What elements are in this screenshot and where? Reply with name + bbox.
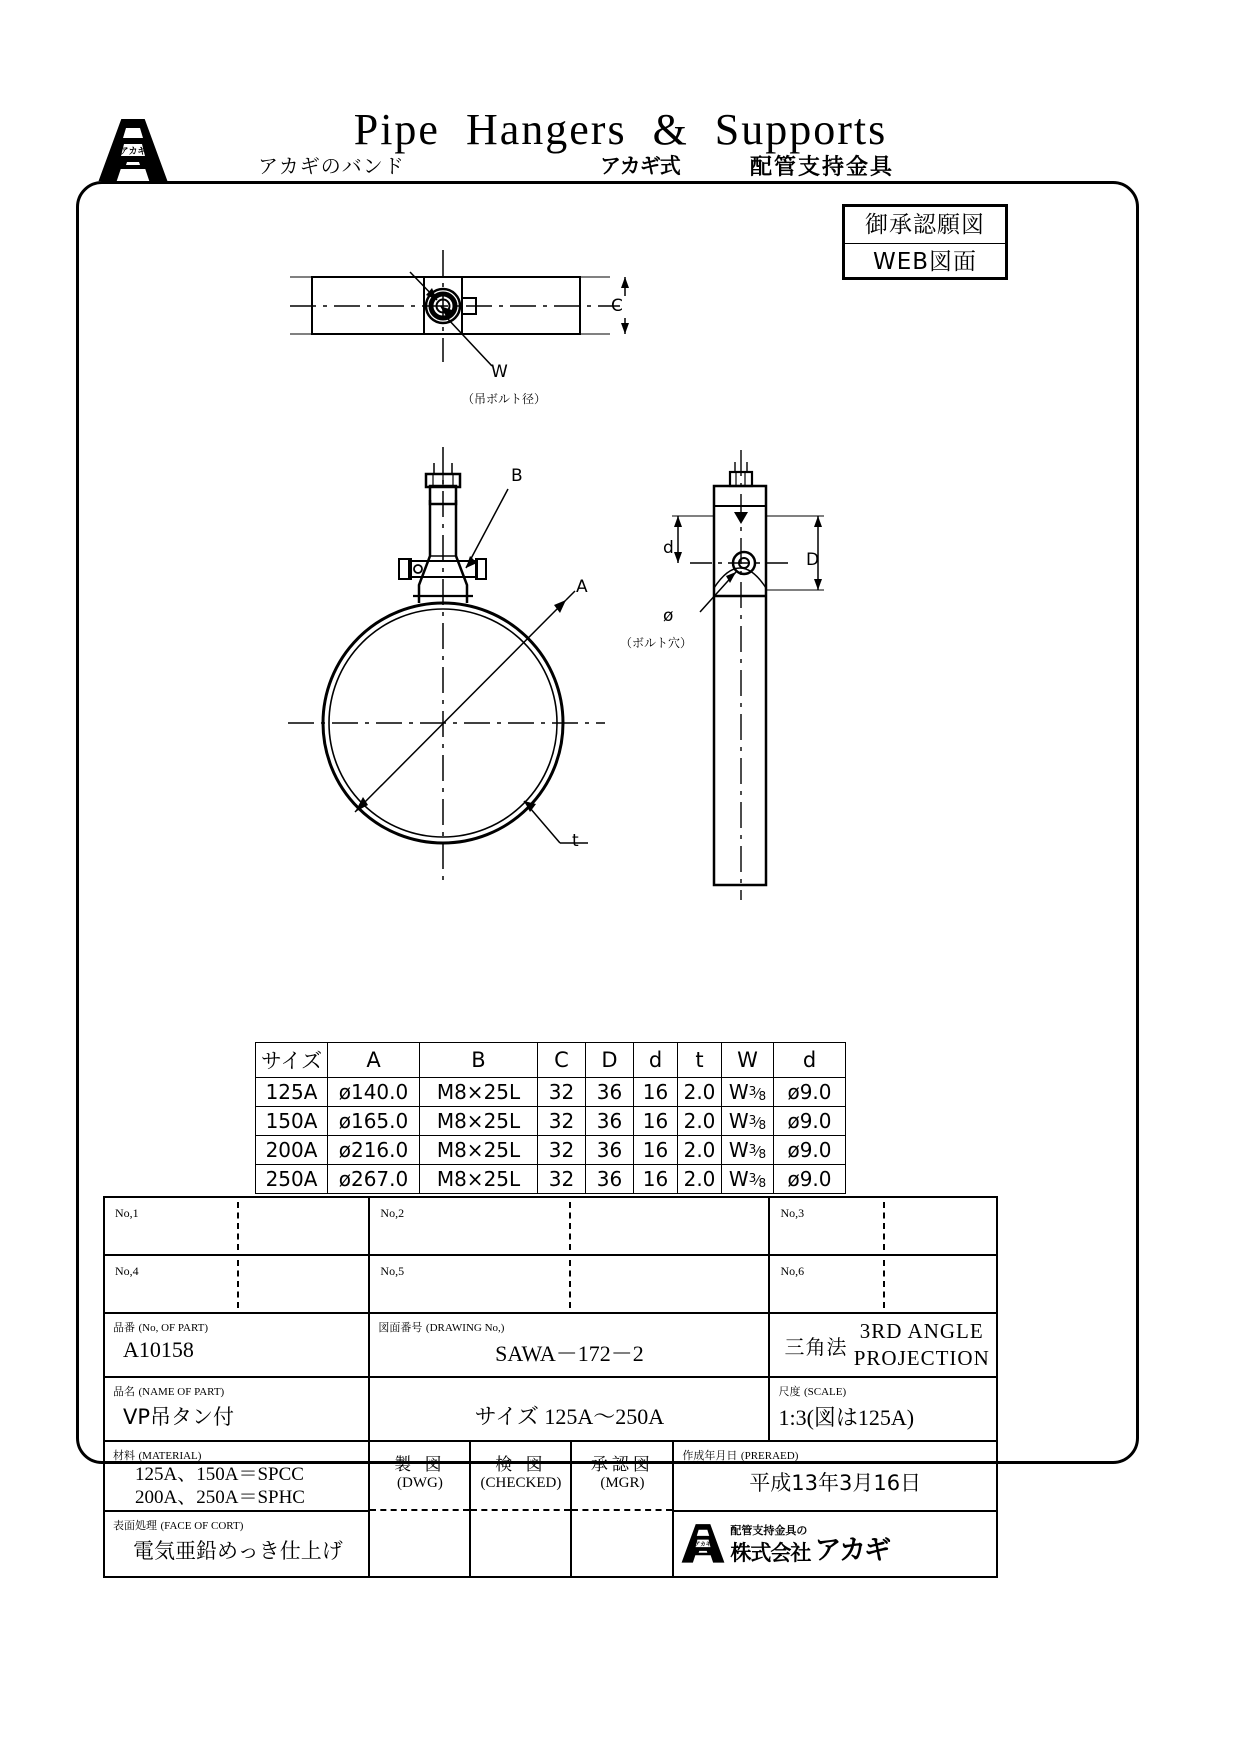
surface-treatment-caption-en: (FACE OF CORT): [160, 1520, 244, 1532]
revision-label-no4: No,4: [115, 1264, 139, 1278]
spec-cell-dim-t: 2.0: [678, 1078, 722, 1107]
spec-cell-dim-d-hole: ø9.0: [774, 1136, 846, 1165]
spec-cell-dim-a: ø140.0: [328, 1078, 420, 1107]
material-line-1: 125A、150A＝SPCC: [135, 1464, 304, 1485]
part-no-caption-en: (No, OF PART): [138, 1322, 209, 1334]
spec-table-row: [256, 1136, 846, 1165]
revision-divider: [569, 1202, 571, 1250]
revision-label-no6: No,6: [780, 1264, 805, 1278]
spec-header-t: t: [678, 1043, 722, 1078]
header-subtitle-right: 配管支持金具: [750, 155, 895, 180]
material-cell: [104, 1441, 369, 1511]
spec-header-c: C: [538, 1043, 586, 1078]
spec-header-a: A: [328, 1043, 420, 1078]
created-date-caption: [674, 1442, 996, 1463]
scale-caption: [770, 1378, 996, 1399]
spec-cell-dim-d-cap: 36: [586, 1107, 634, 1136]
surface-treatment-value: 電気亜鉛めっき仕上げ: [133, 1539, 343, 1563]
company-brand: アカギ: [814, 1534, 890, 1566]
approval-label-checked-jp: 検 図: [495, 1455, 547, 1475]
approval-label-checked-en: (CHECKED): [480, 1475, 562, 1491]
spec-cell-size: 150A: [256, 1107, 328, 1136]
specification-table: [255, 1042, 846, 1194]
spec-header-d-cap: D: [586, 1043, 634, 1078]
approval-label-mgr-jp: 承認図: [590, 1455, 654, 1475]
scale-cell: [769, 1377, 997, 1441]
spec-header-b: B: [420, 1043, 538, 1078]
spec-cell-dim-d-cap: 36: [586, 1136, 634, 1165]
akagi-a-logo-icon: [680, 1521, 726, 1567]
spec-table-row: [256, 1107, 846, 1136]
spec-cell-dim-w-fraction: $^3⁄_8$: [748, 1171, 767, 1190]
spec-cell-dim-d-cap: 36: [586, 1078, 634, 1107]
revision-cell-no1: [104, 1197, 369, 1255]
spec-cell-dim-d-hole: ø9.0: [774, 1078, 846, 1107]
material-caption-en: (MATERIAL): [138, 1450, 202, 1462]
revision-cell-no6: [769, 1255, 997, 1313]
revision-cell-no3: [769, 1197, 997, 1255]
spec-cell-dim-c: 32: [538, 1165, 586, 1194]
drawing-no-caption-en: (DRAWING No,): [425, 1322, 505, 1334]
spec-cell-dim-w-prefix: W: [728, 1138, 749, 1162]
spec-cell-dim-a: ø165.0: [328, 1107, 420, 1136]
approval-stamp-line-2: WEB図面: [845, 243, 1005, 280]
page-header: [0, 0, 1241, 190]
spec-cell-size: 200A: [256, 1136, 328, 1165]
projection-method-jp: 三角法: [784, 1334, 848, 1359]
approval-label-mgr-en: (MGR): [600, 1475, 645, 1491]
label-phi: ø: [663, 606, 674, 626]
part-name-value: VP吊タン付: [123, 1405, 235, 1429]
spec-cell-size: 125A: [256, 1078, 328, 1107]
header-subtitle-left: アカギのバンド: [258, 154, 405, 178]
approval-stamp-line-1: 御承認願図: [865, 212, 985, 238]
approval-cell-checked[interactable]: [470, 1441, 571, 1577]
projection-method-en-line1: 3RD ANGLE: [859, 1319, 984, 1343]
spec-cell-dim-a: ø267.0: [328, 1165, 420, 1194]
spec-cell-dim-d-cap: 36: [586, 1165, 634, 1194]
spec-cell-dim-w: [722, 1078, 774, 1107]
projection-method-en-line2: PROJECTION: [853, 1346, 990, 1370]
approval-cell-mgr[interactable]: [571, 1441, 673, 1577]
spec-cell-dim-d-low: 16: [634, 1078, 678, 1107]
spec-cell-dim-d-low: 16: [634, 1107, 678, 1136]
spec-cell-dim-w-fraction: $^3⁄_8$: [748, 1084, 767, 1103]
part-name-caption-en: (NAME OF PART): [138, 1386, 225, 1398]
company-tagline: 配管支持金具の: [730, 1523, 808, 1537]
revision-label-no5: No,5: [380, 1264, 405, 1278]
approval-stamp-box: [842, 204, 1008, 280]
spec-table-header-row: [256, 1043, 846, 1078]
revision-row-2: [104, 1255, 997, 1313]
surface-treatment-caption: [105, 1512, 368, 1533]
spec-cell-dim-w-prefix: W: [728, 1080, 749, 1104]
part-name-cell: [104, 1377, 369, 1441]
spec-cell-dim-w: [722, 1165, 774, 1194]
created-date-caption-en: (PRERAED): [740, 1450, 799, 1462]
svg-text:アカギ: アカギ: [695, 1541, 712, 1548]
drawing-no-value: SAWA－172－2: [495, 1341, 644, 1366]
approval-signature-line: [370, 1509, 469, 1511]
title-block: [103, 1196, 998, 1578]
revision-cell-no2: [369, 1197, 769, 1255]
spec-cell-dim-w: [722, 1136, 774, 1165]
drawing-no-cell: [369, 1313, 769, 1377]
spec-cell-dim-w-fraction: $^3⁄_8$: [748, 1113, 767, 1132]
approval-label-dwg-jp: 製 図: [394, 1455, 446, 1475]
revision-label-no2: No,2: [380, 1206, 405, 1220]
spec-header-d-low: d: [634, 1043, 678, 1078]
name-size-scale-row: [104, 1377, 997, 1441]
revision-label-no1: No,1: [115, 1206, 139, 1220]
part-name-caption-jp: 品名: [113, 1385, 135, 1398]
spec-cell-dim-t: 2.0: [678, 1165, 722, 1194]
label-a: A: [576, 577, 588, 597]
created-date-value: 平成13年3月16日: [749, 1471, 922, 1495]
approval-cell-dwg[interactable]: [369, 1441, 470, 1577]
spec-cell-dim-b: M8×25L: [420, 1078, 538, 1107]
size-range-value: サイズ 125A～250A: [474, 1404, 665, 1429]
approval-signature-line: [572, 1509, 672, 1511]
projection-cell: [769, 1313, 997, 1377]
size-range-cell: [369, 1377, 769, 1441]
spec-cell-dim-b: M8×25L: [420, 1136, 538, 1165]
part-no-cell: [104, 1313, 369, 1377]
revision-divider: [883, 1260, 885, 1308]
part-no-caption-jp: 品番: [113, 1321, 135, 1334]
spec-cell-dim-d-hole: ø9.0: [774, 1107, 846, 1136]
spec-cell-dim-d-low: 16: [634, 1165, 678, 1194]
surface-treatment-caption-jp: 表面処理: [113, 1519, 157, 1532]
spec-table-row: [256, 1078, 846, 1107]
label-d-lower: d: [663, 538, 674, 558]
material-caption-jp: 材料: [113, 1449, 135, 1462]
spec-header-d-hole: d: [774, 1043, 846, 1078]
drawing-no-caption-jp: 図面番号: [378, 1321, 423, 1334]
created-date-caption-jp: 作成年月日: [682, 1449, 738, 1462]
label-d-upper: D: [806, 550, 820, 570]
surface-treatment-cell: [104, 1511, 369, 1577]
revision-cell-no4: [104, 1255, 369, 1313]
material-line-2: 200A、250A＝SPHC: [135, 1487, 305, 1508]
spec-cell-dim-c: 32: [538, 1107, 586, 1136]
spec-cell-dim-t: 2.0: [678, 1136, 722, 1165]
svg-text:アカギ: アカギ: [119, 147, 147, 157]
approval-label-dwg-en: (DWG): [397, 1475, 443, 1491]
part-no-value: A10158: [123, 1337, 194, 1362]
label-c: C: [611, 296, 623, 316]
label-w: W: [491, 362, 508, 382]
company-kk: 株式会社: [730, 1540, 811, 1565]
revision-divider: [237, 1202, 239, 1250]
part-and-drawing-row: [104, 1313, 997, 1377]
spec-cell-dim-a: ø216.0: [328, 1136, 420, 1165]
label-w-note: （吊ボルト径）: [462, 392, 547, 406]
page-title: Pipe Hangers & Supports: [353, 105, 888, 154]
label-t: t: [572, 831, 579, 851]
spec-cell-dim-b: M8×25L: [420, 1165, 538, 1194]
revision-divider: [569, 1260, 571, 1308]
spec-cell-dim-w-fraction: $^3⁄_8$: [748, 1142, 767, 1161]
spec-cell-dim-c: 32: [538, 1078, 586, 1107]
spec-cell-dim-w-prefix: W: [728, 1109, 749, 1133]
spec-cell-dim-c: 32: [538, 1136, 586, 1165]
spec-cell-dim-b: M8×25L: [420, 1107, 538, 1136]
created-date-cell: [673, 1441, 997, 1511]
part-name-caption: [105, 1378, 368, 1399]
company-logo-cell: [673, 1511, 997, 1577]
spec-cell-size: 250A: [256, 1165, 328, 1194]
label-b: B: [511, 466, 523, 486]
revision-divider: [883, 1202, 885, 1250]
material-approval-row: [104, 1441, 997, 1511]
spec-table-row: [256, 1165, 846, 1194]
label-phi-note: （ボルト穴）: [620, 636, 693, 650]
drawing-no-caption: [370, 1314, 768, 1335]
approval-signature-line: [471, 1509, 570, 1511]
part-no-caption: [105, 1314, 368, 1335]
spec-header-size: サイズ: [256, 1043, 328, 1078]
spec-cell-dim-w-prefix: W: [728, 1167, 749, 1191]
header-brand-mark: アカギ式: [600, 154, 680, 178]
revision-cell-no5: [369, 1255, 769, 1313]
scale-caption-jp: 尺度: [778, 1385, 801, 1398]
spec-header-w: W: [722, 1043, 774, 1078]
scale-caption-en: (SCALE): [803, 1386, 847, 1398]
revision-row-1: [104, 1197, 997, 1255]
spec-cell-dim-d-hole: ø9.0: [774, 1165, 846, 1194]
spec-cell-dim-t: 2.0: [678, 1107, 722, 1136]
revision-divider: [237, 1260, 239, 1308]
revision-label-no3: No,3: [780, 1206, 805, 1220]
material-caption: [105, 1442, 368, 1463]
spec-cell-dim-d-low: 16: [634, 1136, 678, 1165]
scale-value: 1:3(図は125A): [778, 1405, 915, 1430]
spec-cell-dim-w: [722, 1107, 774, 1136]
